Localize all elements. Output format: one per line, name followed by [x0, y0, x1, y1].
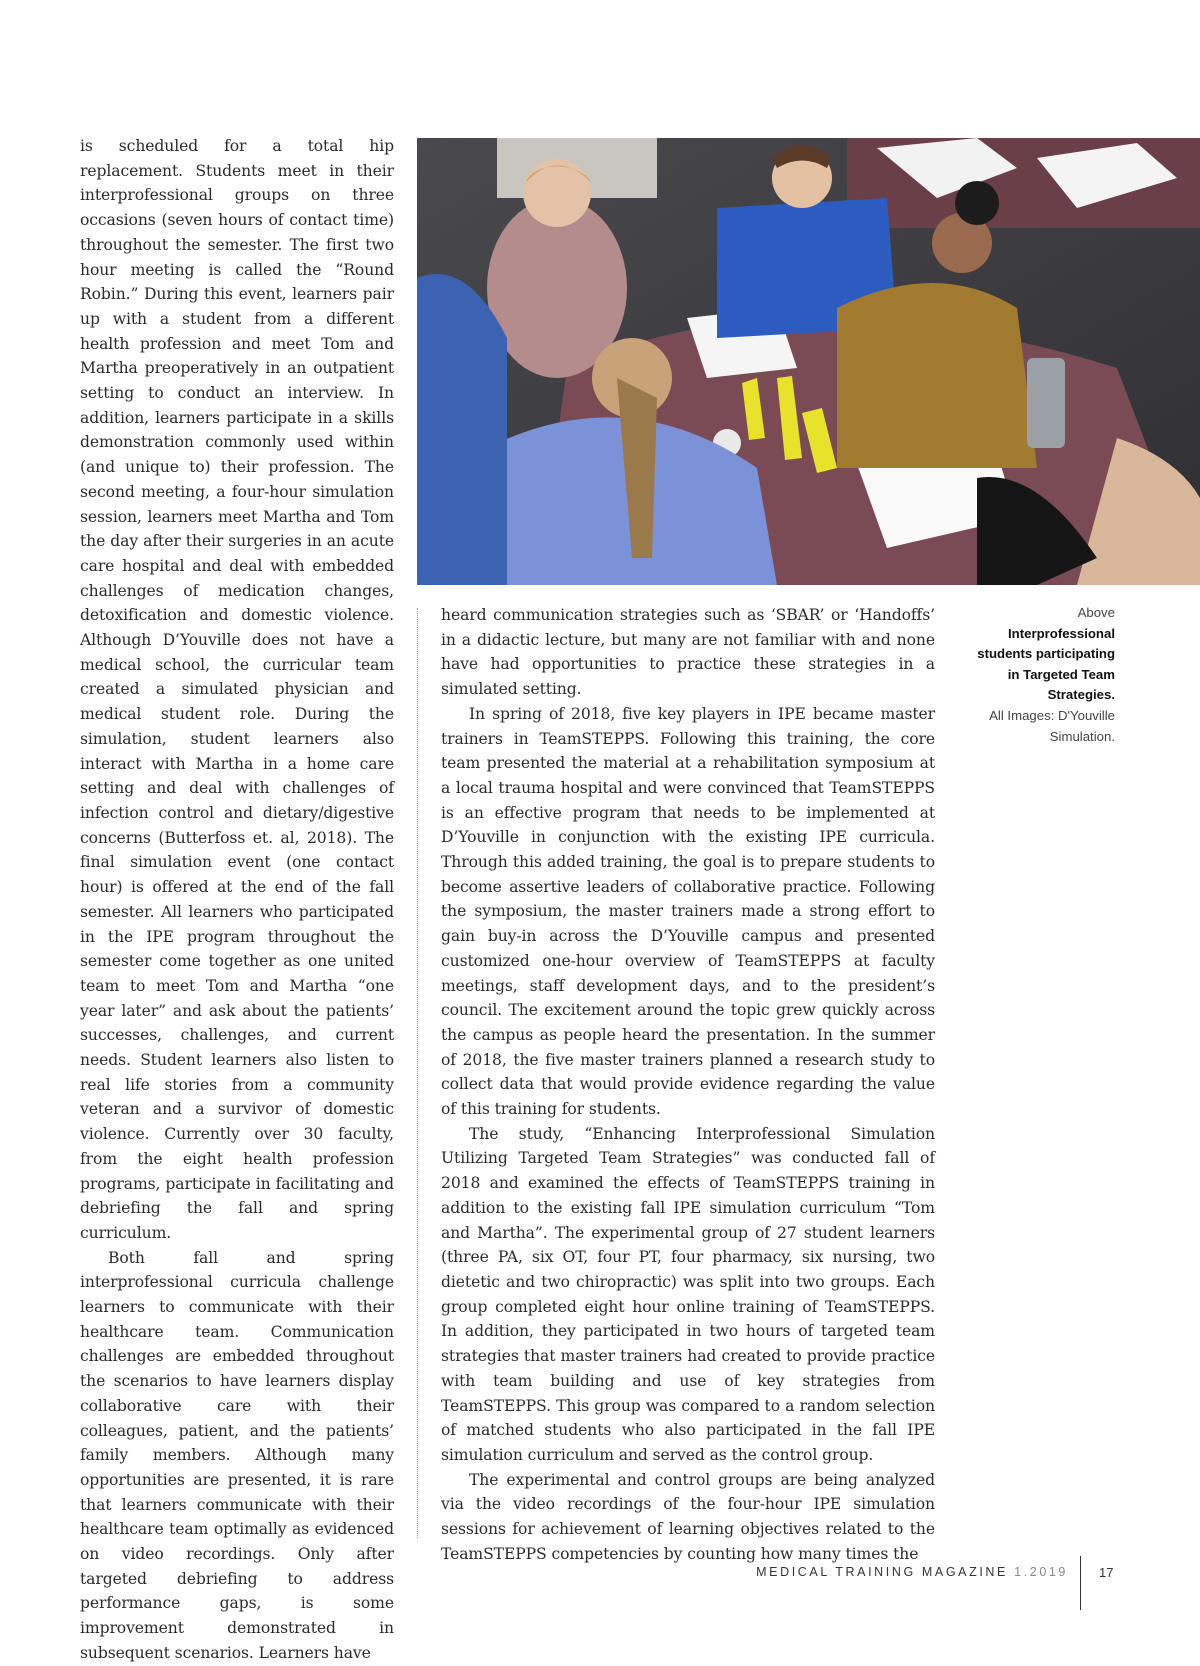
footer-divider — [1080, 1556, 1081, 1610]
left-text-column — [80, 134, 394, 1666]
page-number: 17 — [1099, 1565, 1114, 1580]
magazine-name: MEDICAL TRAINING MAGAZINE — [756, 1565, 1008, 1579]
caption-position-label: Above — [1077, 605, 1115, 620]
middle-text-column — [441, 603, 935, 1566]
caption-title: Interprofessional students participating in Targeted Team Strategies. — [977, 625, 1115, 703]
paragraph: The experimental and control groups are being analyzed via the video recordings of the four-hour IPE simulation sessions for achievement of learning objectives related to the TeamSTEPPS competencies by counting how many times the — [441, 1470, 935, 1563]
caption-credit: All Images: D'Youville Simulation. — [989, 707, 1115, 744]
issue-number: 1.2019 — [1014, 1565, 1068, 1579]
page-footer — [0, 1565, 1200, 1595]
paragraph: heard communication strategies such as ‘SBAR’ or ‘Handoffs’ in a didactic lecture, but many are not familiar with and none have had opportunities to practice these strategies in a simulated setting. — [441, 606, 935, 699]
students-photo-illustration — [417, 138, 1200, 585]
column-divider — [417, 608, 418, 1538]
paragraph: is scheduled for a total hip replacement. Students meet in their interprofessional groups on three occasions (seven hours of contact time) throughout the semester. The first two hour meeting is called the “Round Robin.” During this event, learners pair up with a student from a different health profession and meet Tom and Martha preoperatively in an outpatient setting to conduct an interview. In addition, learners participate in a skills demonstration commonly used within (and unique to) their profession. The second meeting, a four-hour simulation session, learners meet Martha and Tom the day after their surgeries in an acute care hospital and deal with embedded challenges of medication changes, detoxification and domestic violence. Although D’Youville does not have a medical school, the curricular team created a simulated physician and medical student role. During the simulation, student learners also interact with Martha in a home care setting and deal with challenges of infection control and dietary/digestive concerns (Butterfoss et. al, 2018). The final simulation event (one contact hour) is offered at the end of the fall semester. All learners who participated in the IPE program throughout the semester come together as one united team to meet Tom and Martha “one year later” and ask about the patients’ successes, challenges, and current needs. Student learners also listen to real life stories from a community veteran and a survivor of domestic violence. Currently over 30 faculty, from the eight health profession programs, participate in facilitating and debriefing the fall and spring curriculum. — [80, 137, 394, 1242]
paragraph: In spring of 2018, five key players in IPE became master trainers in TeamSTEPPS. Following this training, the core team presented the material at a rehabilitation symposium at a local trauma hospital and were convinced that TeamSTEPPS is an effective program that needs to be implemented at D’Youville in conjunction with the existing IPE curricula. Through this added training, the goal is to prepare students to become assertive leaders of collaborative practice. Following the symposium, the master trainers made a strong effort to gain buy-in across the D’Youville campus and presented customized one-hour overview of TeamSTEPPS at faculty meetings, staff development days, and to the president’s council. The excitement around the topic grew quickly across the campus as people heard the presentation. In the summer of 2018, the five master trainers planned a research study to collect data that would provide evidence regarding the value of this training for students. — [441, 704, 935, 1119]
paragraph: Both fall and spring interprofessional curricula challenge learners to communicate with their healthcare team. Communication challenges are embedded throughout the scenarios to have learners display collaborative care with their colleagues, patient, and the patients’ family members. Although many opportunities are presented, it is rare that learners communicate with their healthcare team optimally as evidenced on video recordings. Only after targeted debriefing to address performance gaps, is some improvement demonstrated in subsequent scenarios. Learners have — [80, 1248, 394, 1662]
paragraph: The study, “Enhancing Interprofessional Simulation Utilizing Targeted Team Strategies” was conducted fall of 2018 and examined the effects of TeamSTEPPS training in addition to the existing fall IPE simulation curriculum “Tom and Martha”. The experimental group of 27 student learners (three PA, six OT, four PT, four pharmacy, six nursing, two dietetic and two chiropractic) was split into two groups. Each group completed eight hour online training of TeamSTEPPS. In addition, they participated in two hours of targeted team strategies that master trainers had created to provide practice with team building and use of key strategies from TeamSTEPPS. This group was compared to a random selection of matched students who also participated in the fall IPE simulation curriculum and served as the control group. — [441, 1124, 935, 1464]
article-photo — [417, 138, 1200, 585]
photo-caption — [965, 603, 1115, 747]
